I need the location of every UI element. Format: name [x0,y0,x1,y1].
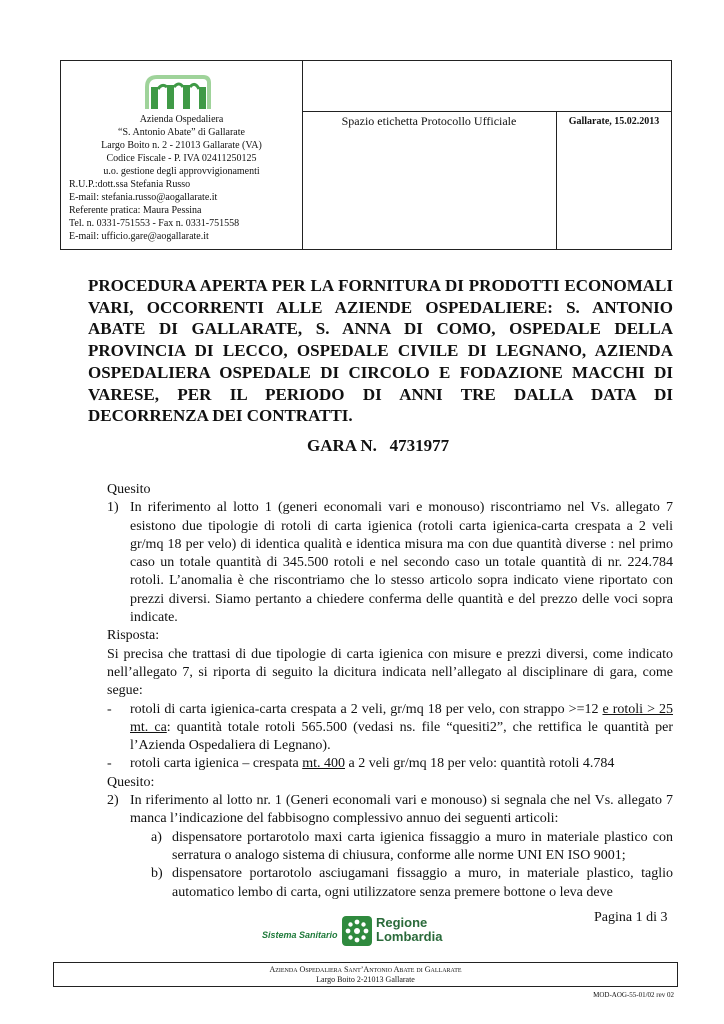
sub-item-text: dispensatore portarotolo maxi carta igienica fissaggio a muro in materiale plastico con serratura o analogo sistema di chiusura, conforme alle norme UNI EN ISO 9001; [172,829,673,863]
title-line: PROCEDURA APERTA PER LA FORNITURA DI PRODOTTI ECONOMALI [88,276,673,295]
contact-line: E-mail: ufficio.gare@aogallarate.it [69,231,209,242]
list-marker: - [107,701,112,717]
footer-box [53,962,678,987]
title-line: DECORRENZA DEI CONTRATTI. [88,406,353,426]
contact-line: R.U.P.:dott.ssa Stefania Russo [69,179,191,190]
question-1 [107,499,673,627]
module-code: MOD-AOG-55-01/02 rev 02 [593,991,674,999]
page-number: Pagina 1 di 3 [594,910,668,925]
hospital-logo [143,73,213,111]
footer-line: Azienda Ospedaliera Sant’Antonio Abate di Gallarate [269,965,462,974]
org-line: Largo Boito n. 2 - 21013 Gallarate (VA) [101,140,262,151]
bullet-text: rotoli di carta igienica-carta crespata a 2 veli, gr/mq 18 per velo, con strappo >=12 [130,701,603,717]
title-line: VARI, OCCORRENTI ALLE AZIENDE OSPEDALIERE: S. ANTONIO [88,297,673,317]
org-line: Codice Fiscale - P. IVA 02411250125 [106,153,257,164]
sub-item-b [107,865,673,902]
footer-line: Largo Boito 2-21013 Gallarate [316,975,415,984]
rose-camuna-icon [342,916,372,946]
regione-text: Regione [376,915,428,930]
risposta-label: Risposta: [107,628,160,644]
org-line: Azienda Ospedaliera [139,114,224,125]
list-marker: - [107,756,112,772]
org-line: u.o. gestione degli approvvigionamenti [103,166,260,177]
list-marker: b) [151,866,163,882]
org-line: “S. Antonio Abate” di Gallarate [118,127,245,138]
org-address [69,113,294,243]
blank-cell [302,61,671,112]
quesito-label: Quesito [107,482,151,497]
quesito-label: Quesito: [107,774,155,790]
protocol-cell [302,111,557,249]
answer-bullet-1 [107,701,673,756]
contact-line: Tel. n. 0331-751553 - Fax n. 0331-751558 [69,218,240,229]
underlined-text: mt. 400 [302,756,345,772]
list-marker: a) [151,829,162,845]
question-text: In riferimento al lotto nr. 1 (Generi economali vari e monouso) si segnala che nel Vs. allegato 7 manca l’indicazione del fabbisogno complessivo annuo dei seguenti articoli: [130,793,673,827]
sub-item-a [107,829,673,866]
contact-line: E-mail: stefania.russo@aogallarate.it [69,192,218,203]
sistema-sanitario-text: Sistema Sanitario [262,930,338,940]
regione-lombardia-logo [262,915,462,949]
underlined-text: e rotoli > 25 mt. ca [130,701,673,735]
lombardia-text: Lombardia [376,929,443,944]
list-marker: 1) [107,500,119,516]
question-text: In riferimento al lotto 1 (generi economali vari e monouso) riscontriamo nel Vs. allegato 7 esistono due tipologie di rotoli di carta igienica (rotoli carta igienica-carta crespata a 2 veli gr/mq 18 per velo) di identica qualità e identica misura ma con due quantità diverse : nel primo caso un totale quantità di 345.500 rotoli e nel secondo caso un totale quantità di nr. 224.784 rotoli. L’anomalia è che riscontriamo che lo stesso articolo sopra indicato viene riportato con prezzi diversi. Siamo pertanto a chiedere conferma delle quantità e del prezzo delle voci sopra indicate. [130,500,673,626]
answer-bullet-2 [107,755,673,773]
protocol-label: Spazio etichetta Protocollo Ufficiale [341,114,517,128]
bullet-text: : quantità totale rotoli 565.500 (vedasi ns. file “quesiti2”, che rettifica le quantità per l’Azienda Ospedaliera di Legnano). [130,719,674,754]
document-body [107,481,673,902]
date-cell [557,111,671,249]
letterhead-box [60,60,672,250]
title-line: PROVINCIA DI LECCO, OSPEDALE CIVILE DI LEGNANO, AZIENDA [88,341,673,361]
question-2 [107,792,673,829]
document-date: Gallarate, 15.02.2013 [568,116,660,127]
title-line: OSPEDALIERA OSPEDALE DI CIRCOLO E FODAZIONE MACCHI DI [88,362,673,382]
list-marker: 2) [107,793,119,809]
document-title [88,275,673,427]
contact-line: Referente pratica: Maura Pessina [69,205,202,216]
title-line: VARESE, PER IL PERIODO DI ANNI TRE DALLA DATA DI [88,384,673,404]
gara-number: GARA N. 4731977 [307,436,450,455]
bullet-text: a 2 veli gr/mq 18 per velo: quantità rotoli 4.784 [344,756,615,772]
bullet-text: rotoli carta igienica – crespata [130,756,303,772]
org-info-cell [61,61,303,249]
sub-item-text: dispensatore portarotolo asciugamani fissaggio a muro, in materiale plastico, taglio automatico lembo di carta, ogni utilizzatore senza premere bottone o leva deve [172,866,673,900]
title-line: ABATE DI GALLARATE, S. ANNA DI COMO, OSPEDALE DELLA [88,319,673,339]
answer-text: Si precisa che trattasi di due tipologie di carta igienica con misure e prezzi diversi, come indicato nell’allegato 7, si riporta di seguito la dicitura indicata nell’allegato al disciplinare di gara, come segue: [107,646,673,699]
